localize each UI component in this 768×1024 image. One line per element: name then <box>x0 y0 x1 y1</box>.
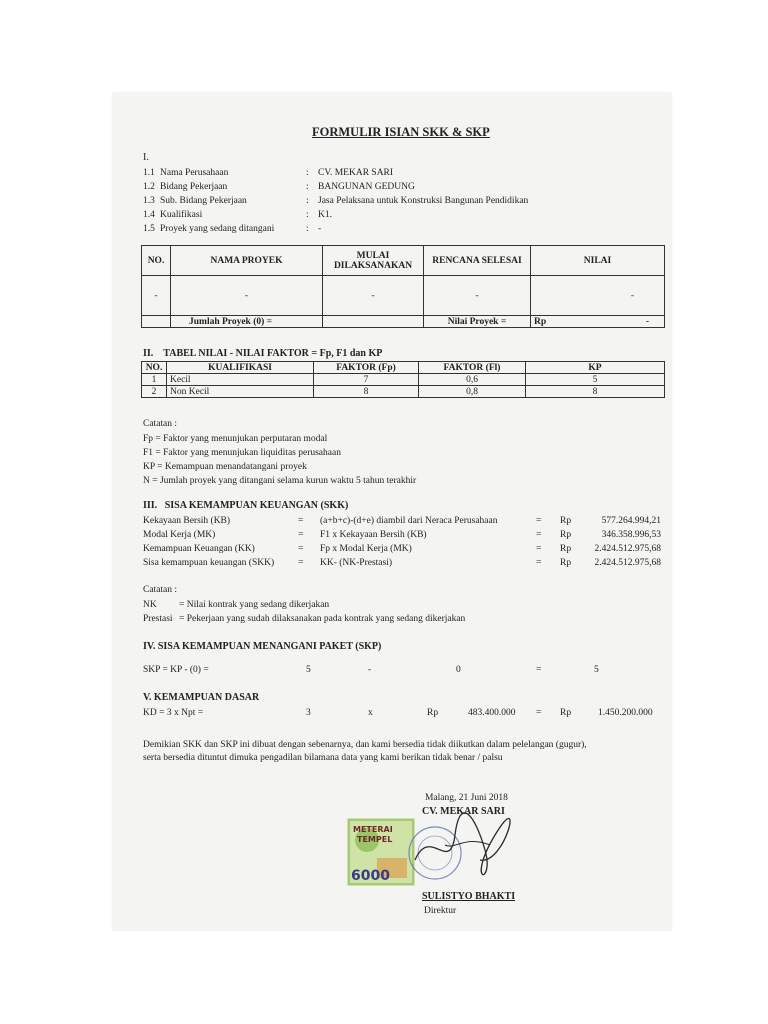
factor-table <box>141 361 665 398</box>
skp-a: 5 <box>306 665 311 675</box>
note-line: F1 = Faktor yang menunjukan liquiditas perusahaan <box>143 448 341 458</box>
field-label: Kualifikasi <box>160 210 203 220</box>
field-label: Proyek yang sedang ditangani <box>160 224 275 234</box>
skk-formula: (a+b+c)-(d+e) diambil dari Neraca Perusahaan <box>320 516 498 526</box>
skk-label: Modal Kerja (MK) <box>143 530 216 540</box>
svg-text:METERAI: METERAI <box>353 825 393 834</box>
kd-currency2: Rp <box>560 708 572 718</box>
field-number: 1.4 <box>143 210 155 220</box>
kd-op: x <box>368 708 373 718</box>
skk-formula: Fp x Modal Kerja (MK) <box>320 544 412 554</box>
field-colon: : <box>306 224 309 234</box>
cell: 5 <box>526 374 665 386</box>
th-mulai: MULAI DILAKSANAKAN <box>323 246 424 276</box>
section1-heading: I. <box>143 152 149 163</box>
closing-line2: serta bersedia dituntut dimuka pengadilan bilamana data yang kami berikan tidak benar / palsu <box>143 753 503 763</box>
skk-label: Kemampuan Keuangan (KK) <box>143 544 255 554</box>
kd-currency1: Rp <box>427 708 439 718</box>
signatory-name: SULISTYO BHAKTI <box>422 891 516 902</box>
cell: 0,6 <box>419 374 526 386</box>
skk-eq2: = <box>536 558 542 568</box>
cell: 8 <box>314 386 419 398</box>
cell: 2 <box>142 386 167 398</box>
field-value: CV. MEKAR SARI <box>318 168 394 178</box>
skk-eq1: = <box>298 516 304 526</box>
skk-currency: Rp <box>560 544 572 554</box>
field-value: - <box>318 224 322 234</box>
signatory-position: Direktur <box>424 906 457 916</box>
field-value: BANGUNAN GEDUNG <box>318 182 415 192</box>
closing-line1: Demikian SKK dan SKP ini dibuat dengan sebenarnya, dan kami bersedia tidak diikutkan dalam pelelangan (gugur), <box>143 740 587 750</box>
cell: 8 <box>526 386 665 398</box>
cell: 7 <box>314 374 419 386</box>
skp-op: - <box>368 665 372 675</box>
field-number: 1.3 <box>143 196 155 206</box>
field-value: Jasa Pelaksana untuk Konstruksi Bangunan Pendidikan <box>318 196 529 206</box>
th-kualifikasi: KUALIFIKASI <box>167 362 314 374</box>
table-header-row <box>142 362 665 374</box>
cell: 1 <box>142 374 167 386</box>
signature-company: CV. MEKAR SARI <box>422 806 505 817</box>
th-rencana: RENCANA SELESAI <box>424 246 531 276</box>
table-row <box>142 374 665 386</box>
table-header-row <box>142 246 665 276</box>
nilai-proyek-value: Rp - <box>531 316 665 328</box>
field-number: 1.2 <box>143 182 155 192</box>
cell: - <box>424 276 531 316</box>
table-row <box>142 386 665 398</box>
skk-formula: KK- (NK-Prestasi) <box>320 558 393 568</box>
skk-amount: 2.424.512.975,68 <box>594 544 661 554</box>
cell: 0,8 <box>419 386 526 398</box>
field-number: 1.5 <box>143 224 155 234</box>
cell: Kecil <box>167 374 314 386</box>
field-label: Nama Perusahaan <box>160 168 229 178</box>
field-colon: : <box>306 196 309 206</box>
kd-b: 483.400.000 <box>468 708 516 718</box>
skp-eq: = <box>536 665 542 675</box>
svg-text:TEMPEL: TEMPEL <box>357 835 393 844</box>
document-title: FORMULIR ISIAN SKK & SKP <box>312 125 490 139</box>
skp-b: 0 <box>456 665 461 675</box>
skk-currency: Rp <box>560 516 572 526</box>
note-nk: NK = Nilai kontrak yang sedang dikerjakan <box>143 600 330 610</box>
cell: - <box>142 276 171 316</box>
svg-text:6000: 6000 <box>351 868 390 884</box>
signature-scribble-icon <box>395 805 515 890</box>
skk-label: Kekayaan Bersih (KB) <box>143 516 231 526</box>
jumlah-proyek-label: Jumlah Proyek (0) = <box>171 316 323 328</box>
field-value: K1. <box>318 210 332 220</box>
skk-amount: 346.358.996,53 <box>601 530 661 540</box>
table-footer-row <box>142 316 665 328</box>
kd-formula: KD = 3 x Npt = <box>143 708 204 718</box>
skk-currency: Rp <box>560 530 572 540</box>
note-prestasi: Prestasi = Pekerjaan yang sudah dilaksanakan pada kontrak yang sedang dikerjakan <box>143 614 466 624</box>
project-table <box>141 245 665 328</box>
kd-eq: = <box>536 708 542 718</box>
section4-title: IV. SISA KEMAMPUAN MENANGANI PAKET (SKP) <box>143 641 382 652</box>
cell: - <box>171 276 323 316</box>
th-nilai: NILAI <box>531 246 665 276</box>
section5-title: V. KEMAMPUAN DASAR <box>143 692 260 703</box>
notes2-heading: Catatan : <box>143 585 178 595</box>
field-colon: : <box>306 182 309 192</box>
skk-eq2: = <box>536 544 542 554</box>
th-kp: KP <box>526 362 665 374</box>
field-label: Bidang Pekerjaan <box>160 182 228 192</box>
skk-eq1: = <box>298 558 304 568</box>
cell: - <box>323 276 424 316</box>
th-no: NO. <box>142 362 167 374</box>
field-number: 1.1 <box>143 168 155 178</box>
skk-eq2: = <box>536 530 542 540</box>
section3-title: III. SISA KEMAMPUAN KEUANGAN (SKK) <box>143 500 349 511</box>
notes1-heading: Catatan : <box>143 419 178 429</box>
th-faktor-fl: FAKTOR (Fl) <box>419 362 526 374</box>
cell: - <box>531 276 665 316</box>
table-row <box>142 276 665 316</box>
skp-result: 5 <box>594 665 599 675</box>
th-faktor-fp: FAKTOR (Fp) <box>314 362 419 374</box>
skk-amount: 577.264.994,21 <box>601 516 661 526</box>
cell: Non Kecil <box>167 386 314 398</box>
skk-currency: Rp <box>560 558 572 568</box>
section2-title: II. TABEL NILAI - NILAI FAKTOR = Fp, F1 dan KP <box>143 348 383 359</box>
skk-formula: F1 x Kekayaan Bersih (KB) <box>320 530 427 540</box>
note-line: KP = Kemampuan menandatangani proyek <box>143 462 307 472</box>
note-line: Fp = Faktor yang menunjukan perputaran modal <box>143 434 328 444</box>
cell <box>142 316 171 328</box>
field-colon: : <box>306 168 309 178</box>
kd-result: 1.450.200.000 <box>598 708 653 718</box>
th-no: NO. <box>142 246 171 276</box>
field-colon: : <box>306 210 309 220</box>
skk-label: Sisa kemampuan keuangan (SKK) <box>143 558 275 568</box>
skp-formula: SKP = KP - (0) = <box>143 665 209 675</box>
skk-eq1: = <box>298 530 304 540</box>
note-line: N = Jumlah proyek yang ditangani selama kurun waktu 5 tahun terakhir <box>143 476 417 486</box>
th-nama-proyek: NAMA PROYEK <box>171 246 323 276</box>
field-label: Sub. Bidang Pekerjaan <box>160 196 247 206</box>
skk-amount: 2.424.512.975,68 <box>594 558 661 568</box>
skk-eq1: = <box>298 544 304 554</box>
place-date: Malang, 21 Juni 2018 <box>425 793 508 803</box>
cell <box>323 316 424 328</box>
skk-eq2: = <box>536 516 542 526</box>
nilai-proyek-label: Nilai Proyek = <box>424 316 531 328</box>
kd-a: 3 <box>306 708 311 718</box>
